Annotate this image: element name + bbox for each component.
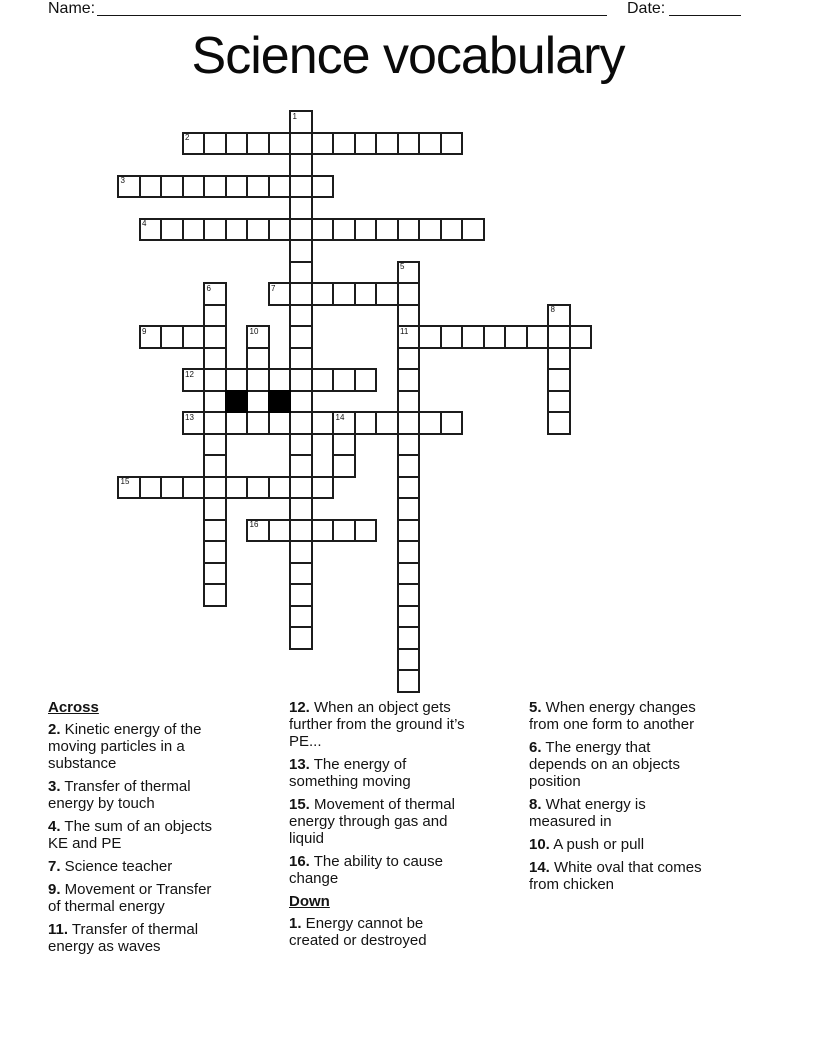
- clue-number: 2.: [48, 721, 61, 738]
- grid-cell: [354, 368, 378, 392]
- grid-cell: [547, 347, 571, 371]
- grid-cell: [203, 368, 227, 392]
- page-title: Science vocabulary: [191, 27, 625, 85]
- grid-cell: [246, 175, 270, 199]
- grid-cell: [203, 325, 227, 349]
- grid-cell: [354, 411, 378, 435]
- grid-cell: [397, 218, 421, 242]
- grid-cell: [397, 390, 421, 414]
- cell-number: 13: [185, 412, 194, 422]
- cell-number: 14: [335, 412, 345, 422]
- grid-cell: [483, 325, 507, 349]
- clue-number: 10.: [529, 836, 550, 853]
- grid-cell: [182, 218, 206, 242]
- cell-number: 3: [120, 176, 125, 185]
- grid-cell: [354, 519, 378, 543]
- grid-cell: [440, 218, 464, 242]
- grid-cell: [397, 497, 421, 521]
- blocked-cell: [225, 390, 249, 414]
- grid-cell: [225, 132, 249, 156]
- clue-number: 6.: [529, 739, 542, 756]
- grid-cell: [397, 304, 421, 328]
- grid-cell: [397, 540, 421, 564]
- clue-text: Transfer of thermal energy as waves: [48, 921, 199, 955]
- grid-cell: [246, 347, 270, 371]
- clue-item-5: [529, 699, 710, 733]
- grid-cell: [397, 368, 421, 392]
- grid-cell: [397, 476, 421, 500]
- clue-number: 7.: [48, 858, 61, 875]
- clues-column-1: [48, 699, 226, 961]
- grid-cell: [225, 175, 249, 199]
- grid-cell: [289, 347, 313, 371]
- cell-number: 9: [142, 326, 147, 336]
- date-label: Date:: [627, 0, 666, 17]
- grid-cell: [289, 519, 313, 543]
- grid-cell: [461, 218, 485, 242]
- grid-cell: [311, 175, 335, 199]
- grid-cell: [203, 218, 227, 242]
- cell-number: 8: [550, 305, 555, 314]
- clue-text: The energy of something moving: [289, 756, 411, 790]
- grid-cell: [354, 282, 378, 306]
- grid-cell: [418, 132, 442, 156]
- grid-cell: [182, 175, 206, 199]
- grid-cell: [289, 261, 313, 285]
- clue-text: When an object gets further from the ground it’s PE...: [289, 699, 465, 750]
- grid-cell: [289, 239, 313, 263]
- grid-cell: [332, 519, 356, 543]
- grid-cell: [289, 218, 313, 242]
- grid-cell: [289, 476, 313, 500]
- clue-number: 3.: [48, 778, 61, 795]
- grid-cell: [354, 132, 378, 156]
- clue-text: When energy changes from one form to another: [529, 699, 696, 733]
- grid-cell: [332, 282, 356, 306]
- grid-cell: [440, 132, 464, 156]
- grid-cell: [440, 411, 464, 435]
- clue-item-14: [529, 859, 710, 893]
- clue-number: 1.: [289, 915, 302, 932]
- grid-cell: [311, 282, 335, 306]
- grid-cell: [332, 218, 356, 242]
- grid-cell: [268, 132, 292, 156]
- grid-cell: [375, 411, 399, 435]
- grid-cell: [397, 454, 421, 478]
- grid-cell: [203, 454, 227, 478]
- grid-cell: [547, 368, 571, 392]
- clue-item-8: [529, 796, 710, 830]
- grid-cell: [203, 562, 227, 586]
- grid-cell: [397, 433, 421, 457]
- grid-cell: [203, 540, 227, 564]
- grid-cell: [225, 476, 249, 500]
- clue-item-11: [48, 921, 226, 955]
- grid-cell: [160, 476, 184, 500]
- grid-cell: [397, 626, 421, 650]
- grid-cell: [246, 476, 270, 500]
- grid-cell: [246, 132, 270, 156]
- grid-cell: [160, 175, 184, 199]
- grid-cell: [397, 669, 421, 693]
- clue-text: The ability to cause change: [289, 853, 443, 887]
- grid-cell: [397, 411, 421, 435]
- across-header-text: Across: [48, 699, 99, 716]
- grid-cell: [289, 282, 313, 306]
- grid-cell: [203, 390, 227, 414]
- clue-number: 4.: [48, 818, 61, 835]
- grid-cell: [397, 562, 421, 586]
- grid-cell: [203, 132, 227, 156]
- grid-cell: [268, 175, 292, 199]
- grid-cell: [203, 304, 227, 328]
- clues-column-2: [289, 699, 474, 955]
- clue-item-7: [48, 858, 226, 875]
- clue-number: 16.: [289, 853, 310, 870]
- grid-cell: [203, 519, 227, 543]
- grid-cell: [203, 433, 227, 457]
- grid-cell: [289, 454, 313, 478]
- grid-cell: [203, 497, 227, 521]
- clue-text: Movement or Transfer of thermal energy: [48, 881, 212, 915]
- grid-cell: [289, 562, 313, 586]
- clue-text: Energy cannot be created or destroyed: [289, 915, 427, 949]
- grid-cell: [268, 519, 292, 543]
- clue-number: 14.: [529, 859, 550, 876]
- grid-cell: [547, 390, 571, 414]
- grid-cell: [289, 304, 313, 328]
- grid-cell: [268, 411, 292, 435]
- clue-text: Movement of thermal energy through gas and liquid: [289, 796, 455, 847]
- cell-number: 12: [185, 369, 194, 379]
- grid-cell: [311, 476, 335, 500]
- grid-cell: [160, 218, 184, 242]
- clue-number: 11.: [48, 921, 69, 938]
- clue-number: 8.: [529, 796, 542, 813]
- grid-cell: [289, 540, 313, 564]
- grid-cell: [332, 433, 356, 457]
- clue-number: 5.: [529, 699, 542, 716]
- grid-cell: [397, 648, 421, 672]
- grid-cell: [440, 325, 464, 349]
- grid-cell: [418, 325, 442, 349]
- grid-cell: [203, 583, 227, 607]
- grid-cell: [289, 583, 313, 607]
- grid-cell: [547, 325, 571, 349]
- grid-cell: [418, 411, 442, 435]
- grid-cell: [504, 325, 528, 349]
- clue-number: 12.: [289, 699, 310, 716]
- grid-cell: [289, 153, 313, 177]
- grid-cell: [526, 325, 550, 349]
- grid-cell: [461, 325, 485, 349]
- grid-cell: [311, 411, 335, 435]
- grid-cell: [268, 368, 292, 392]
- grid-cell: [289, 175, 313, 199]
- grid-cell: [225, 411, 249, 435]
- cell-number: 11: [400, 326, 409, 336]
- grid-cell: [397, 519, 421, 543]
- cell-number: 1: [292, 111, 297, 121]
- clue-text: Science teacher: [60, 858, 173, 875]
- grid-cell: [246, 218, 270, 242]
- grid-cell: [375, 132, 399, 156]
- cell-number: 15: [120, 477, 130, 486]
- grid-cell: [332, 368, 356, 392]
- down-header: [289, 893, 474, 910]
- grid-cell: [289, 390, 313, 414]
- cell-number: 6: [206, 283, 211, 293]
- grid-cell: [311, 218, 335, 242]
- grid-cell: [397, 605, 421, 629]
- grid-cell: [569, 325, 593, 349]
- clue-number: 9.: [48, 881, 61, 898]
- clue-number: 13.: [289, 756, 310, 773]
- clue-item-15: [289, 796, 474, 847]
- blocked-cell: [268, 390, 292, 414]
- clue-text: Transfer of thermal energy by touch: [48, 778, 191, 812]
- grid-cell: [289, 411, 313, 435]
- clue-number: 15.: [289, 796, 310, 813]
- grid-cell: [246, 368, 270, 392]
- grid-cell: [332, 454, 356, 478]
- grid-cell: [375, 218, 399, 242]
- grid-cell: [311, 132, 335, 156]
- grid-cell: [289, 605, 313, 629]
- grid-cell: [289, 368, 313, 392]
- clue-item-9: [48, 881, 226, 915]
- clue-item-1: [289, 915, 474, 949]
- grid-cell: [311, 519, 335, 543]
- grid-cell: [203, 476, 227, 500]
- clue-item-6: [529, 739, 710, 790]
- grid-cell: [397, 282, 421, 306]
- clue-item-13: [289, 756, 474, 790]
- clue-text: White oval that comes from chicken: [529, 859, 702, 893]
- grid-cell: [397, 347, 421, 371]
- grid-cell: [203, 411, 227, 435]
- cell-number: 5: [400, 262, 405, 271]
- grid-cell: [246, 390, 270, 414]
- grid-cell: [225, 368, 249, 392]
- grid-cell: [268, 476, 292, 500]
- cell-number: 2: [185, 133, 190, 142]
- grid-cell: [268, 218, 292, 242]
- cell-number: 10: [249, 326, 259, 336]
- clue-item-2: [48, 721, 226, 772]
- grid-cell: [289, 497, 313, 521]
- clue-text: A push or pull: [549, 836, 645, 853]
- cell-number: 4: [142, 219, 147, 228]
- grid-cell: [397, 583, 421, 607]
- clue-text: What energy is measured in: [529, 796, 646, 830]
- clue-item-16: [289, 853, 474, 887]
- grid-cell: [311, 368, 335, 392]
- clues-column-3: [529, 699, 710, 899]
- grid-cell: [203, 347, 227, 371]
- clue-text: The sum of an objects KE and PE: [48, 818, 212, 852]
- grid-cell: [547, 411, 571, 435]
- grid-cell: [375, 282, 399, 306]
- down-header-text: Down: [289, 893, 330, 910]
- grid-cell: [182, 476, 206, 500]
- grid-cell: [182, 325, 206, 349]
- grid-cell: [246, 411, 270, 435]
- clue-item-10: [529, 836, 710, 853]
- grid-cell: [203, 175, 227, 199]
- grid-cell: [160, 325, 184, 349]
- grid-cell: [289, 196, 313, 220]
- grid-cell: [225, 218, 249, 242]
- across-header: [48, 699, 226, 716]
- grid-cell: [289, 433, 313, 457]
- grid-cell: [139, 175, 163, 199]
- clue-item-12: [289, 699, 474, 750]
- grid-cell: [289, 325, 313, 349]
- clue-text: The energy that depends on an objects position: [529, 739, 680, 790]
- grid-cell: [289, 132, 313, 156]
- grid-cell: [354, 218, 378, 242]
- cell-number: 16: [249, 520, 259, 529]
- name-label: Name:: [48, 0, 96, 17]
- clue-text: Kinetic energy of the moving particles in a substance: [48, 721, 202, 772]
- grid-cell: [397, 132, 421, 156]
- grid-cell: [139, 476, 163, 500]
- clue-item-3: [48, 778, 226, 812]
- clue-item-4: [48, 818, 226, 852]
- grid-cell: [289, 626, 313, 650]
- cell-number: 7: [271, 283, 276, 293]
- grid-cell: [332, 132, 356, 156]
- grid-cell: [418, 218, 442, 242]
